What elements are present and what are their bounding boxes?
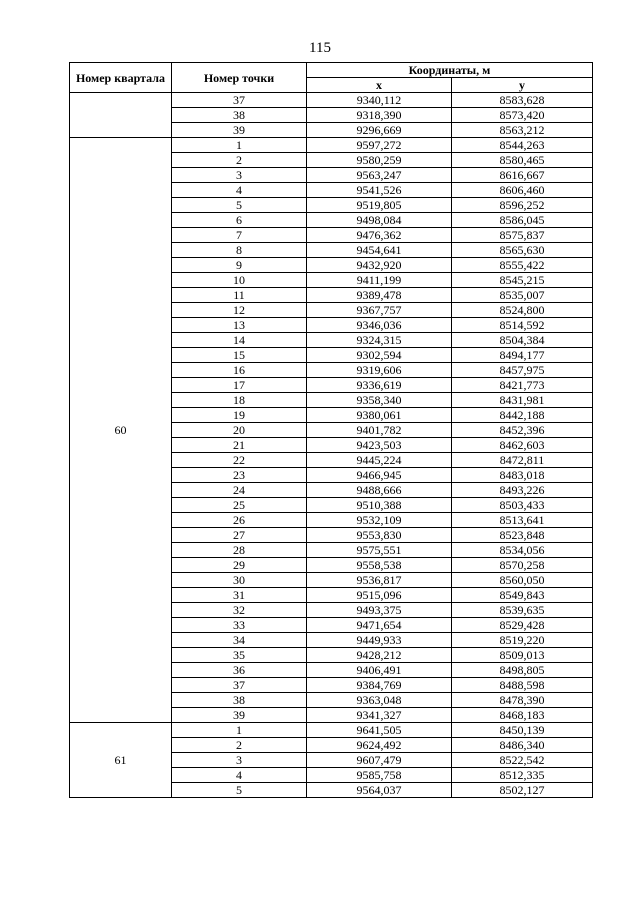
x-coordinate-cell: 9346,036 (307, 318, 452, 333)
point-number-cell: 20 (172, 423, 307, 438)
x-coordinate-cell: 9384,769 (307, 678, 452, 693)
point-number-cell: 23 (172, 468, 307, 483)
x-coordinate-cell: 9493,375 (307, 603, 452, 618)
x-coordinate-cell: 9401,782 (307, 423, 452, 438)
point-number-cell: 24 (172, 483, 307, 498)
y-coordinate-cell: 8472,811 (452, 453, 593, 468)
block-number-cell (70, 93, 172, 138)
point-number-cell: 25 (172, 498, 307, 513)
x-coordinate-cell: 9580,259 (307, 153, 452, 168)
y-coordinate-cell: 8524,800 (452, 303, 593, 318)
x-coordinate-cell: 9553,830 (307, 528, 452, 543)
x-coordinate-cell: 9597,272 (307, 138, 452, 153)
point-number-cell: 5 (172, 198, 307, 213)
y-coordinate-cell: 8442,188 (452, 408, 593, 423)
y-coordinate-cell: 8486,340 (452, 738, 593, 753)
x-coordinate-cell: 9515,096 (307, 588, 452, 603)
y-coordinate-cell: 8545,215 (452, 273, 593, 288)
point-number-cell: 2 (172, 153, 307, 168)
point-number-cell: 34 (172, 633, 307, 648)
y-coordinate-cell: 8450,139 (452, 723, 593, 738)
y-coordinate-cell: 8494,177 (452, 348, 593, 363)
point-number-cell: 38 (172, 108, 307, 123)
x-coordinate-cell: 9536,817 (307, 573, 452, 588)
point-number-cell: 5 (172, 783, 307, 798)
x-coordinate-cell: 9532,109 (307, 513, 452, 528)
y-coordinate-cell: 8483,018 (452, 468, 593, 483)
coordinates-table (69, 62, 593, 798)
x-coordinate-cell: 9454,641 (307, 243, 452, 258)
y-coordinate-cell: 8544,263 (452, 138, 593, 153)
y-coordinate-cell: 8586,045 (452, 213, 593, 228)
x-coordinate-cell: 9336,619 (307, 378, 452, 393)
point-number-cell: 32 (172, 603, 307, 618)
y-coordinate-cell: 8596,252 (452, 198, 593, 213)
y-coordinate-cell: 8535,007 (452, 288, 593, 303)
y-coordinate-cell: 8575,837 (452, 228, 593, 243)
x-coordinate-cell: 9558,538 (307, 558, 452, 573)
point-number-cell: 4 (172, 768, 307, 783)
x-coordinate-cell: 9498,084 (307, 213, 452, 228)
point-number-cell: 1 (172, 723, 307, 738)
x-coordinate-cell: 9575,551 (307, 543, 452, 558)
point-number-cell: 31 (172, 588, 307, 603)
point-number-cell: 17 (172, 378, 307, 393)
y-coordinate-cell: 8468,183 (452, 708, 593, 723)
y-coordinate-cell: 8570,258 (452, 558, 593, 573)
point-number-cell: 9 (172, 258, 307, 273)
y-coordinate-cell: 8509,013 (452, 648, 593, 663)
point-number-cell: 1 (172, 138, 307, 153)
point-number-cell: 22 (172, 453, 307, 468)
point-number-cell: 19 (172, 408, 307, 423)
table-header-row (70, 63, 593, 78)
y-coordinate-cell: 8478,390 (452, 693, 593, 708)
point-number-cell: 38 (172, 693, 307, 708)
point-number-cell: 35 (172, 648, 307, 663)
point-number-cell: 3 (172, 753, 307, 768)
point-number-cell: 4 (172, 183, 307, 198)
x-coordinate-cell: 9428,212 (307, 648, 452, 663)
point-number-cell: 21 (172, 438, 307, 453)
header-y: y (452, 78, 593, 93)
y-coordinate-cell: 8502,127 (452, 783, 593, 798)
header-block-number: Номер квартала (70, 63, 172, 93)
point-number-cell: 39 (172, 708, 307, 723)
y-coordinate-cell: 8514,592 (452, 318, 593, 333)
y-coordinate-cell: 8616,667 (452, 168, 593, 183)
y-coordinate-cell: 8504,384 (452, 333, 593, 348)
x-coordinate-cell: 9488,666 (307, 483, 452, 498)
table-body (70, 93, 593, 798)
point-number-cell: 33 (172, 618, 307, 633)
y-coordinate-cell: 8512,335 (452, 768, 593, 783)
y-coordinate-cell: 8583,628 (452, 93, 593, 108)
point-number-cell: 3 (172, 168, 307, 183)
y-coordinate-cell: 8523,848 (452, 528, 593, 543)
y-coordinate-cell: 8457,975 (452, 363, 593, 378)
x-coordinate-cell: 9340,112 (307, 93, 452, 108)
block-number-cell: 60 (70, 138, 172, 723)
point-number-cell: 11 (172, 288, 307, 303)
y-coordinate-cell: 8606,460 (452, 183, 593, 198)
x-coordinate-cell: 9318,390 (307, 108, 452, 123)
x-coordinate-cell: 9341,327 (307, 708, 452, 723)
y-coordinate-cell: 8488,598 (452, 678, 593, 693)
x-coordinate-cell: 9466,945 (307, 468, 452, 483)
point-number-cell: 18 (172, 393, 307, 408)
point-number-cell: 2 (172, 738, 307, 753)
point-number-cell: 12 (172, 303, 307, 318)
y-coordinate-cell: 8493,226 (452, 483, 593, 498)
point-number-cell: 8 (172, 243, 307, 258)
x-coordinate-cell: 9585,758 (307, 768, 452, 783)
x-coordinate-cell: 9432,920 (307, 258, 452, 273)
point-number-cell: 27 (172, 528, 307, 543)
x-coordinate-cell: 9302,594 (307, 348, 452, 363)
point-number-cell: 15 (172, 348, 307, 363)
x-coordinate-cell: 9367,757 (307, 303, 452, 318)
point-number-cell: 10 (172, 273, 307, 288)
y-coordinate-cell: 8462,603 (452, 438, 593, 453)
y-coordinate-cell: 8513,641 (452, 513, 593, 528)
table-row (70, 138, 593, 153)
x-coordinate-cell: 9541,526 (307, 183, 452, 198)
point-number-cell: 6 (172, 213, 307, 228)
y-coordinate-cell: 8452,396 (452, 423, 593, 438)
point-number-cell: 14 (172, 333, 307, 348)
point-number-cell: 28 (172, 543, 307, 558)
y-coordinate-cell: 8555,422 (452, 258, 593, 273)
point-number-cell: 37 (172, 93, 307, 108)
x-coordinate-cell: 9319,606 (307, 363, 452, 378)
point-number-cell: 37 (172, 678, 307, 693)
point-number-cell: 16 (172, 363, 307, 378)
point-number-cell: 30 (172, 573, 307, 588)
x-coordinate-cell: 9564,037 (307, 783, 452, 798)
x-coordinate-cell: 9358,340 (307, 393, 452, 408)
y-coordinate-cell: 8580,465 (452, 153, 593, 168)
header-coordinates: Координаты, м (307, 63, 593, 78)
x-coordinate-cell: 9380,061 (307, 408, 452, 423)
point-number-cell: 36 (172, 663, 307, 678)
y-coordinate-cell: 8421,773 (452, 378, 593, 393)
page-number: 115 (309, 40, 331, 56)
table-row (70, 93, 593, 108)
point-number-cell: 26 (172, 513, 307, 528)
point-number-cell: 13 (172, 318, 307, 333)
x-coordinate-cell: 9471,654 (307, 618, 452, 633)
x-coordinate-cell: 9607,479 (307, 753, 452, 768)
block-number-cell: 61 (70, 723, 172, 798)
y-coordinate-cell: 8563,212 (452, 123, 593, 138)
x-coordinate-cell: 9389,478 (307, 288, 452, 303)
x-coordinate-cell: 9476,362 (307, 228, 452, 243)
y-coordinate-cell: 8498,805 (452, 663, 593, 678)
y-coordinate-cell: 8431,981 (452, 393, 593, 408)
x-coordinate-cell: 9449,933 (307, 633, 452, 648)
header-x: x (307, 78, 452, 93)
x-coordinate-cell: 9641,505 (307, 723, 452, 738)
y-coordinate-cell: 8503,433 (452, 498, 593, 513)
y-coordinate-cell: 8529,428 (452, 618, 593, 633)
x-coordinate-cell: 9563,247 (307, 168, 452, 183)
x-coordinate-cell: 9519,805 (307, 198, 452, 213)
y-coordinate-cell: 8565,630 (452, 243, 593, 258)
point-number-cell: 29 (172, 558, 307, 573)
x-coordinate-cell: 9296,669 (307, 123, 452, 138)
table-row (70, 723, 593, 738)
y-coordinate-cell: 8539,635 (452, 603, 593, 618)
x-coordinate-cell: 9363,048 (307, 693, 452, 708)
x-coordinate-cell: 9510,388 (307, 498, 452, 513)
x-coordinate-cell: 9406,491 (307, 663, 452, 678)
x-coordinate-cell: 9411,199 (307, 273, 452, 288)
header-point-number: Номер точки (172, 63, 307, 93)
y-coordinate-cell: 8573,420 (452, 108, 593, 123)
y-coordinate-cell: 8534,056 (452, 543, 593, 558)
x-coordinate-cell: 9324,315 (307, 333, 452, 348)
point-number-cell: 7 (172, 228, 307, 243)
y-coordinate-cell: 8549,843 (452, 588, 593, 603)
point-number-cell: 39 (172, 123, 307, 138)
y-coordinate-cell: 8519,220 (452, 633, 593, 648)
x-coordinate-cell: 9445,224 (307, 453, 452, 468)
x-coordinate-cell: 9624,492 (307, 738, 452, 753)
y-coordinate-cell: 8560,050 (452, 573, 593, 588)
y-coordinate-cell: 8522,542 (452, 753, 593, 768)
x-coordinate-cell: 9423,503 (307, 438, 452, 453)
